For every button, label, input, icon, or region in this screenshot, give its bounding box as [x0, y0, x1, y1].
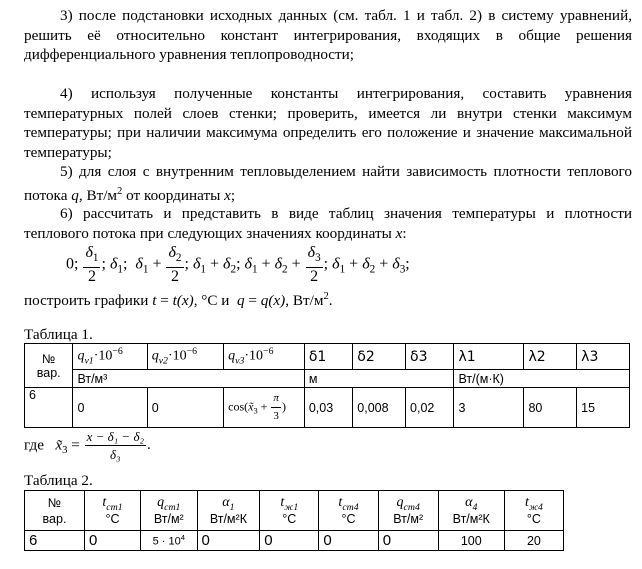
t1-header-no: № вар.: [25, 344, 73, 388]
t1-unit-q: Вт/м³: [73, 370, 304, 388]
f-zero: 0;: [66, 255, 79, 273]
t2-header-no: № вар.: [25, 491, 85, 531]
t1-row-qv1: 0: [73, 388, 147, 428]
t2-row-tzh4: 20: [504, 531, 563, 551]
paragraph-step-6: [24, 204, 632, 243]
t1-row-d3: 0,02: [406, 388, 454, 428]
p6-x-symbol: x: [395, 224, 403, 242]
table-2: [24, 490, 564, 551]
t1-header-d3: δ3: [406, 344, 454, 370]
f-d1: δ: [109, 255, 118, 273]
t1-row-qv3: $\cos(x̃_3$ + $\frac{\pi}{3}$ ): [224, 388, 305, 428]
p6-text-d: :: [402, 224, 407, 242]
t2-header-a1: $\alpha_1$ Вт/м²К: [197, 491, 260, 531]
t2-header-qst4: $q_{ст4}$ Вт/м²: [378, 491, 438, 531]
p5-text-a: 5) для слоя с внутренним тепловыделением найти зависимость плотности теплового потока: [24, 163, 632, 204]
t1-header-d2: δ2: [353, 344, 406, 370]
t1-unit-d: м: [304, 370, 454, 388]
p5-text-b: , Вт/м: [78, 186, 118, 204]
t2-row-qst1: $5 \cdot 10^4$: [141, 531, 198, 551]
paragraph-step-3: 3) после подстановки исходных данных (см. табл. 1 и табл. 2) в систему уравнений, решить её относительно констант интегрирования, входящих в общие решения дифференциального уравнения теплопроводности;: [24, 7, 632, 63]
p5-x-symbol: x: [224, 186, 231, 204]
t1-header-d1: δ1: [304, 344, 352, 370]
p6-text-a: 6) рассчитать и представить в виде таблиц значения температуры и плотности теплового потока при следующих значениях координаты: [24, 205, 632, 242]
t1-header-qv1: $q_{v1}\cdot 10^{-6}$: [73, 344, 147, 370]
t1-row-l3: 15: [577, 388, 630, 428]
t2-row-qst4: 0: [378, 531, 438, 551]
table2-caption: Таблица 2.: [24, 472, 93, 489]
p5-sup: 2: [117, 185, 123, 197]
t1-row-var: 6: [25, 388, 73, 428]
t2-row-tzh1: 0: [260, 531, 319, 551]
t2-row-tst4: 0: [319, 531, 378, 551]
f-frac-d3-2: $\frac{\delta_3}{2}$: [307, 244, 321, 286]
t2-header-qst1: $q_{ст1}$ Вт/м²: [141, 491, 198, 531]
p5-text-c: от координаты: [122, 186, 225, 204]
t1-row-d1: 0,03: [304, 388, 352, 428]
t1-row-l1: 3: [454, 388, 524, 428]
t1-header-qv2: $q_{v2}\cdot 10^{-6}$: [147, 344, 223, 370]
t1-header-l3: λ3: [577, 344, 630, 370]
t1-unit-l: Вт/(м·К): [454, 370, 630, 388]
t1-header-l1: λ1: [454, 344, 524, 370]
f-frac-d1-2: $\frac{\delta_1}{2}$: [85, 244, 99, 286]
table-1: [24, 343, 630, 428]
t1-row-l2: 80: [524, 388, 577, 428]
paragraph-step-4: 4) используя полученные константы интегрирования, составить уравнения температурных полей слоев стенки; проверить, имеется ли внутри стенки максимум температуры; при наличии максимума определить его положение и значение максимальной температуры;: [24, 85, 632, 161]
t1-row-qv2: 0: [147, 388, 223, 428]
t2-header-tst4: $t_{ст4}$ °C: [319, 491, 378, 531]
where-clause: где $x̃_3$ = $\frac{\text{x − δ₁ − δ₂}}{\text{δ₃}}$ .: [24, 429, 151, 462]
p5-q-symbol: q: [71, 186, 79, 204]
t2-header-tst1: $t_{ст1}$ °C: [84, 491, 140, 531]
t1-row-d2: 0,008: [353, 388, 406, 428]
f-frac-d2-2: $\frac{\delta_2}{2}$: [168, 244, 182, 286]
t2-row-var: 6: [25, 531, 85, 551]
t2-header-tzh4: $t_{ж4}$ °C: [504, 491, 563, 531]
t2-row-a1: 0: [197, 531, 260, 551]
t2-header-tzh1: $t_{ж1}$ °C: [260, 491, 319, 531]
table1-caption: Таблица 1.: [24, 326, 93, 343]
p5-text-d: ;: [230, 186, 236, 204]
t1-header-qv3: $q_{v3}\cdot 10^{-6}$: [224, 344, 305, 370]
coordinate-values-formula: 0; $\frac{\delta_1}{2}$ ; $\delta_1$; $\delta_1$ + $\frac{\delta_2}{2}$ ; $\delta_1 + \delta_2$; $\delta_1 + \delta_2$ + $\frac{\delta_3}{2}$ ; $\delta_1 + \delta_2 + \delta_3$;: [66, 244, 410, 286]
t2-row-tst1: 0: [84, 531, 140, 551]
paragraph-step-5: [24, 162, 632, 205]
t1-header-l2: λ2: [524, 344, 577, 370]
t2-header-a4: $\alpha_4$ Вт/м²К: [438, 491, 504, 531]
t2-row-a4: 100: [438, 531, 504, 551]
graph-instruction: построить графики t = t(x), °C и q = q(x), $Вт/м^2$.: [24, 291, 333, 310]
